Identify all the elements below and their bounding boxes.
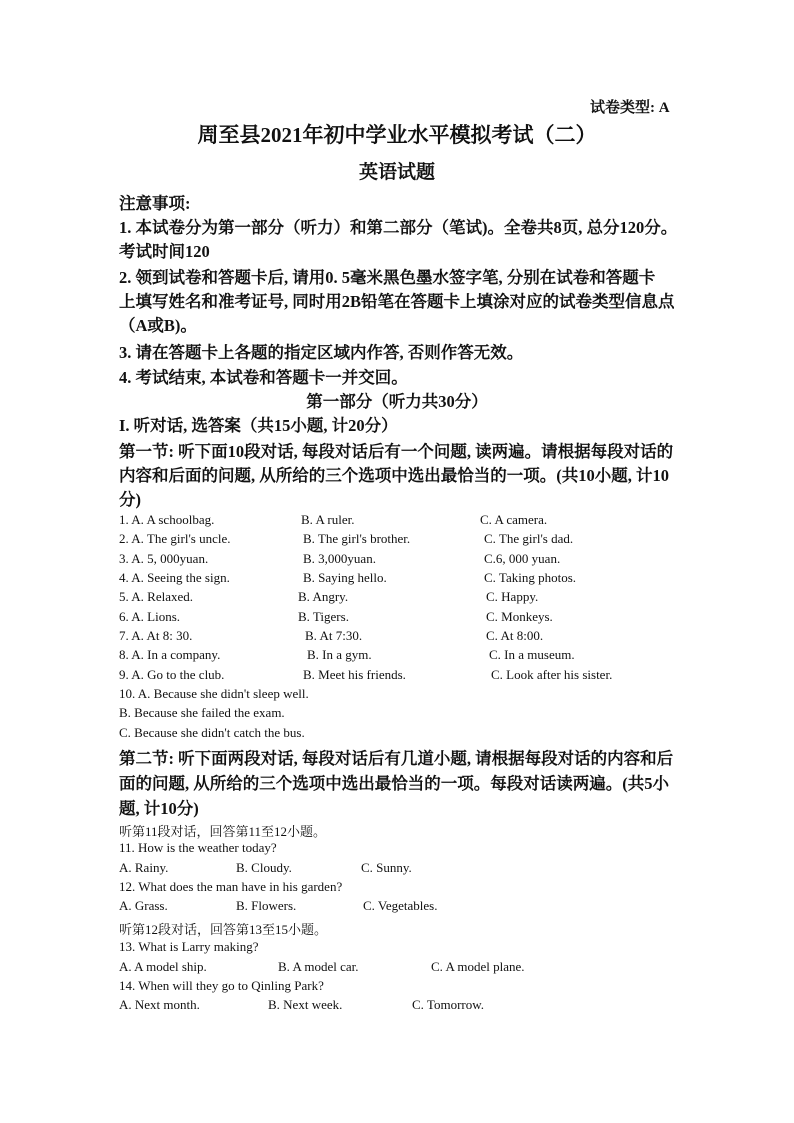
question-7-option-c: C. At 8:00. [486,628,544,643]
note-4: 4. 考试结束, 本试卷和答题卡一并交回。 [119,368,408,387]
question-5-option-c: C. Happy. [486,589,539,604]
question-13-option-b: B. A model car. [278,959,359,974]
question-9-option-b: B. Meet his friends. [303,667,406,682]
question-14-option-b: B. Next week. [268,997,343,1012]
note-2-cont-2: （A或B)。 [119,316,197,335]
question-9-option-a: 9. A. Go to the club. [119,667,225,682]
question-3-option-a: 3. A. 5, 000yuan. [119,551,209,566]
question-14-option-c: C. Tomorrow. [412,997,485,1012]
question-7-option-b: B. At 7:30. [305,628,363,643]
question-9-option-c: C. Look after his sister. [491,667,613,682]
question-8-option-a: 8. A. In a company. [119,647,221,662]
question-12: 12. What does the man have in his garden? [119,879,343,894]
note-1-cont: 考试时间120 [119,242,210,261]
dialog-12-instruction: 听第12段对话，回答第13至15小题。 [119,922,328,937]
question-14: 14. When will they go to Qinling Park? [119,978,324,993]
question-10-option-c: C. Because she didn't catch the bus. [119,725,305,740]
subsection-2-instructions: 第二节: 听下面两段对话, 每段对话后有几道小题, 请根据每段对话的内容和后 [119,749,674,768]
question-13: 13. What is Larry making? [119,939,259,954]
question-2-option-c: C. The girl's dad. [484,531,574,546]
subsection-1-instructions-cont: 内容和后面的问题, 从所给的三个选项中选出最恰当的一项。(共10小题, 计10 [119,466,669,485]
subsection-2-instructions-cont-2: 题, 计10分) [119,799,199,818]
question-8-option-c: C. In a museum. [489,647,575,662]
subsection-1-instructions: 第一节: 听下面10段对话, 每段对话后有一个问题, 读两遍。请根据每段对话的 [119,442,674,461]
question-3-option-b: B. 3,000yuan. [303,551,376,566]
question-12-option-c: C. Vegetables. [363,898,438,913]
exam-subtitle: 英语试题 [358,162,435,183]
question-11-option-b: B. Cloudy. [236,860,292,875]
question-1-option-b: B. A ruler. [301,512,355,527]
question-13-option-a: A. A model ship. [119,959,207,974]
part-one-heading: 第一部分（听力共30分） [306,392,488,411]
question-6-option-b: B. Tigers. [298,609,349,624]
question-4-option-b: B. Saying hello. [303,570,387,585]
paper-type: 试卷类型: A [590,100,670,116]
question-5-option-a: 5. A. Relaxed. [119,589,194,604]
question-4-option-a: 4. A. Seeing the sign. [119,570,230,585]
question-11-option-a: A. Rainy. [119,860,169,875]
note-2-cont: 上填写姓名和准考证号, 同时用2B铅笔在答题卡上填涂对应的试卷类型信息点 [119,292,675,311]
question-13-option-c: C. A model plane. [431,959,525,974]
question-5-option-b: B. Angry. [298,589,349,604]
question-8-option-b: B. In a gym. [307,647,372,662]
question-1-option-c: C. A camera. [480,512,548,527]
question-2-option-a: 2. A. The girl's uncle. [119,531,231,546]
question-10-option-b: B. Because she failed the exam. [119,705,285,720]
question-1-option-a: 1. A. A schoolbag. [119,512,215,527]
notes-heading: 注意事项: [119,194,191,213]
section-i-heading: I. 听对话, 选答案（共15小题, 计20分） [119,416,398,435]
subsection-2-instructions-cont: 面的问题, 从所给的三个选项中选出最恰当的一项。每段对话读两遍。(共5小 [119,774,669,793]
question-12-option-b: B. Flowers. [236,898,297,913]
question-6-option-c: C. Monkeys. [486,609,553,624]
question-11: 11. How is the weather today? [119,840,277,855]
note-3: 3. 请在答题卡上各题的指定区域内作答, 否则作答无效。 [119,343,524,362]
note-1: 1. 本试卷分为第一部分（听力）和第二部分（笔试)。全卷共8页, 总分120分。 [119,218,678,237]
note-2: 2. 领到试卷和答题卡后, 请用0. 5毫米黑色墨水签字笔, 分别在试卷和答题卡 [119,268,656,287]
question-14-option-a: A. Next month. [119,997,200,1012]
question-2-option-b: B. The girl's brother. [303,531,411,546]
exam-title: 周至县2021年初中学业水平模拟考试（二） [197,123,597,147]
question-10-option-a: 10. A. Because she didn't sleep well. [119,686,309,701]
question-11-option-c: C. Sunny. [361,860,412,875]
question-4-option-c: C. Taking photos. [484,570,577,585]
question-6-option-a: 6. A. Lions. [119,609,181,624]
dialog-11-instruction: 听第11段对话，回答第11至12小题。 [119,824,327,839]
question-3-option-c: C.6, 000 yuan. [484,551,561,566]
question-7-option-a: 7. A. At 8: 30. [119,628,193,643]
question-12-option-a: A. Grass. [119,898,168,913]
subsection-1-instructions-cont-2: 分) [119,490,141,509]
